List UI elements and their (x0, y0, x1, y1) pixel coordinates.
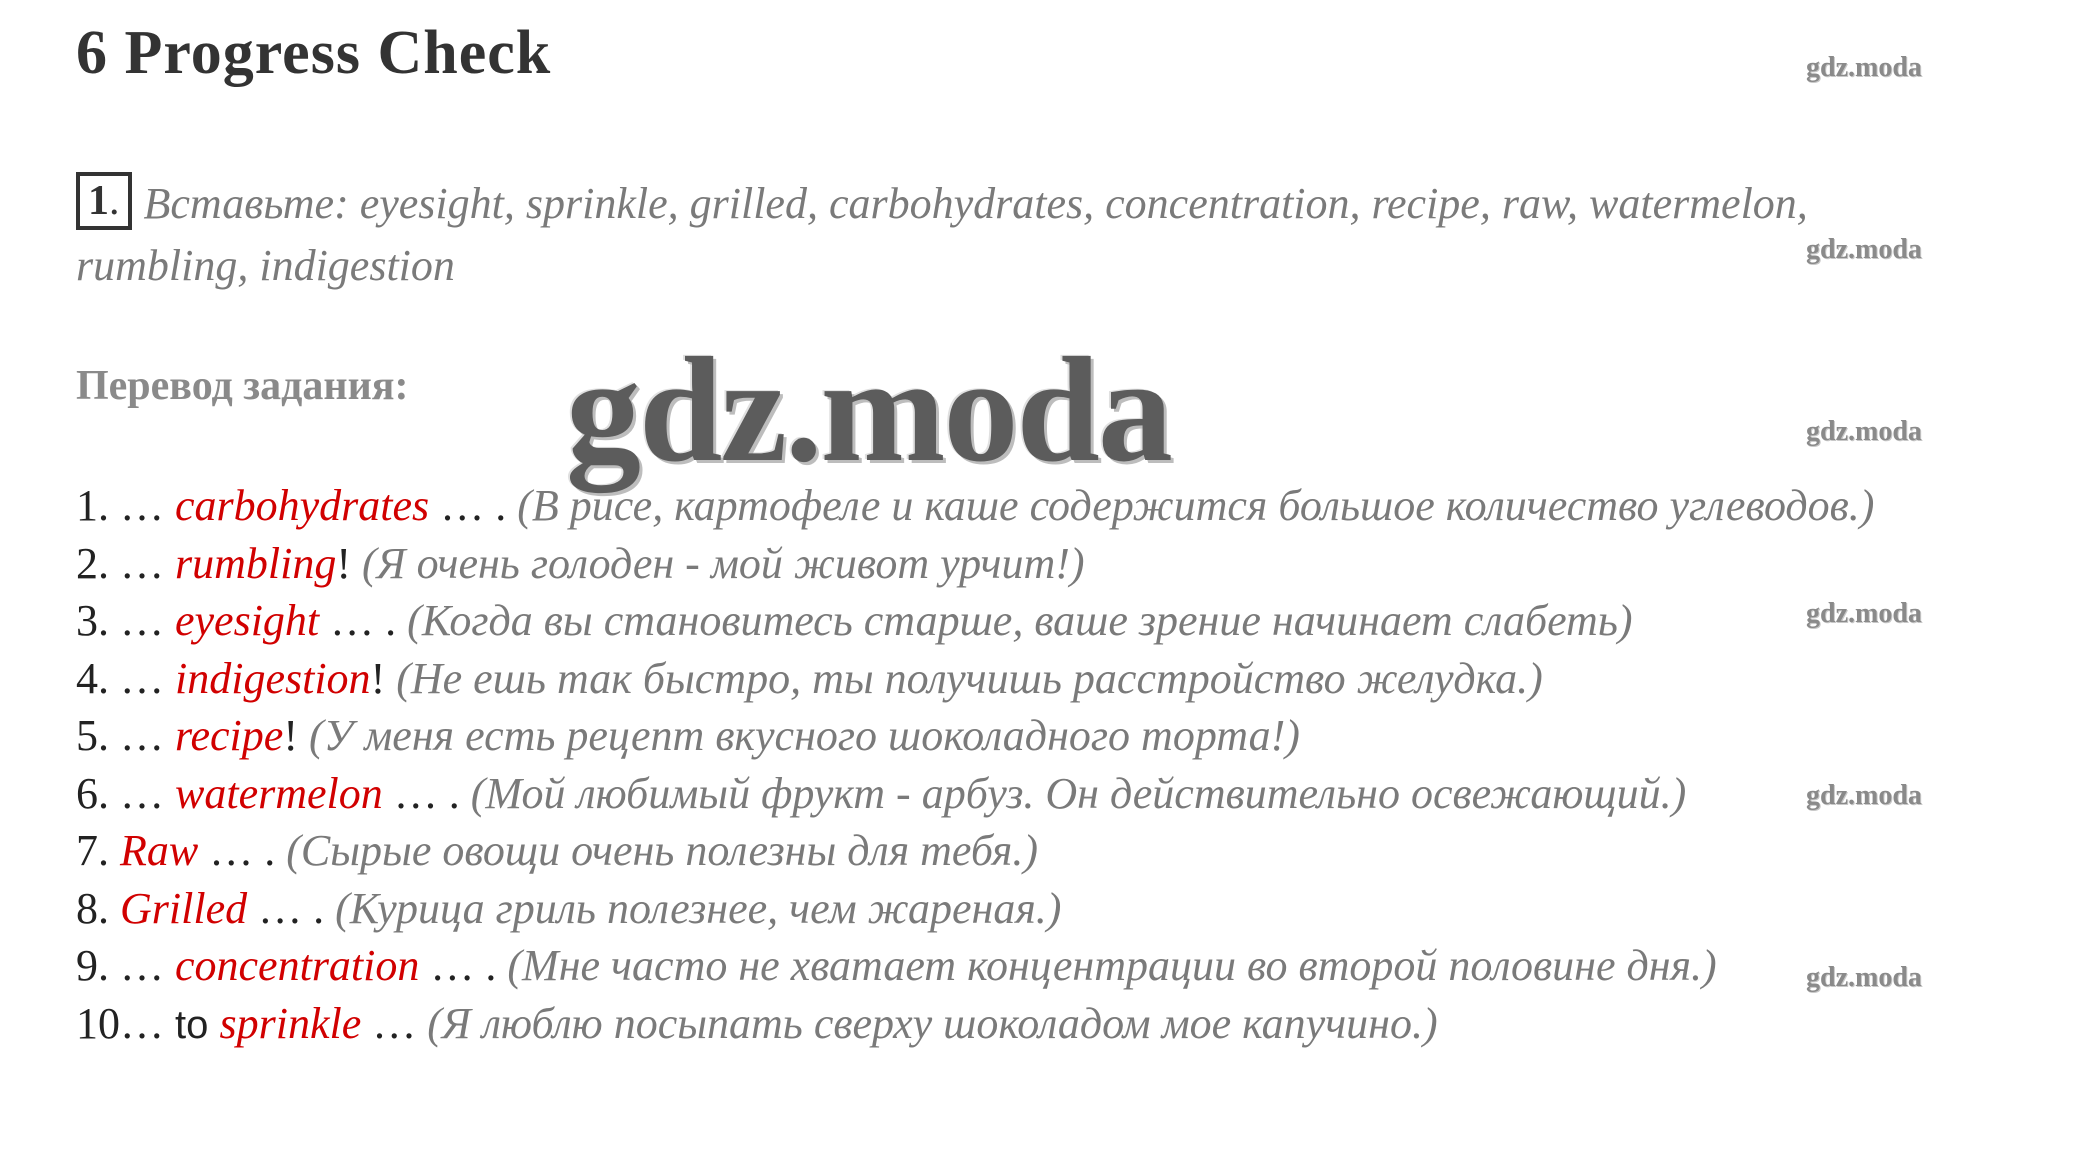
answer-translation: (Мой любимый фрукт - арбуз. Он действительно освежающий.) (470, 768, 1687, 818)
task-number-box (76, 172, 132, 230)
answer-translation: (У меня есть рецепт вкусного шоколадного торта!) (308, 711, 1300, 760)
task-number: 1 (88, 178, 109, 224)
translation-heading: Перевод задания: (76, 363, 409, 409)
watermark: gdz.moda (1806, 962, 1922, 993)
watermark: gdz.moda (1806, 234, 1922, 265)
answer-word: watermelon (175, 768, 383, 818)
answer-line (76, 650, 1956, 708)
answer-prefix: 8. (76, 883, 120, 933)
answer-suffix: … . (247, 883, 336, 933)
answer-prefix: 2. … (76, 538, 175, 588)
answer-line (76, 535, 1956, 593)
page-title: 6 Progress Check (76, 19, 552, 87)
answer-word: Grilled (120, 883, 248, 933)
answer-line (76, 707, 1956, 765)
answer-translation: (Сырые овощи очень полезны для тебя.) (286, 826, 1039, 875)
task-number-suffix: . (109, 178, 120, 224)
answer-suffix: ! (283, 711, 309, 760)
answer-prefix: 5. … (76, 711, 175, 760)
answer-suffix: … . (429, 481, 518, 530)
answer-pre-word: to (175, 1002, 220, 1047)
answer-prefix: 3. … (76, 596, 175, 645)
answer-word: indigestion (175, 653, 371, 703)
watermark: gdz.moda (1806, 416, 1922, 447)
answer-suffix: ! (336, 538, 363, 588)
task-instruction-text: Вставьте: eyesight, sprinkle, grilled, carbohydrates, concentration, recipe, raw, watermelon, rumbling, indigestion (76, 179, 1808, 290)
answer-word: rumbling (175, 538, 337, 588)
answer-translation: (Когда вы становитесь старше, ваше зрение начинает слабеть) (407, 596, 1633, 645)
answer-line (76, 592, 1956, 650)
answer-prefix: 10… (76, 998, 175, 1048)
answer-line (76, 995, 1956, 1055)
answer-line (76, 765, 1956, 823)
answer-translation: (Мне часто не хватает концентрации во второй половине дня.) (507, 941, 1717, 990)
answer-word: carbohydrates (175, 481, 430, 530)
answer-suffix: ! (370, 653, 397, 703)
answer-translation: (Я очень голоден - мой живот урчит!) (362, 538, 1085, 588)
answer-word: eyesight (175, 596, 320, 645)
answer-word: sprinkle (219, 998, 362, 1048)
answer-suffix: … (361, 998, 428, 1048)
watermark: gdz.moda (1806, 780, 1922, 811)
answer-prefix: 9. … (76, 941, 175, 990)
answer-word: recipe (175, 711, 284, 760)
answer-prefix: 1. … (76, 481, 175, 530)
answer-translation: (Не ешь так быстро, ты получишь расстройство желудка.) (396, 653, 1543, 703)
answer-translation: (Курица гриль полезнее, чем жареная.) (335, 883, 1062, 933)
answer-line (76, 822, 1956, 880)
answer-line (76, 937, 1956, 995)
answer-prefix: 4. … (76, 653, 175, 703)
task-instruction-block (76, 172, 1816, 297)
watermark-logo: gdz.moda (566, 327, 1171, 493)
answer-suffix: … . (382, 768, 471, 818)
answer-word: Raw (120, 826, 199, 875)
answer-translation: (Я люблю посыпать сверху шоколадом мое капучино.) (427, 998, 1438, 1048)
answer-suffix: … . (198, 826, 287, 875)
answer-line (76, 880, 1956, 938)
answers-list (76, 477, 1956, 1054)
answer-suffix: … . (419, 941, 508, 990)
answer-prefix: 6. … (76, 768, 175, 818)
answer-prefix: 7. (76, 826, 120, 875)
watermark: gdz.moda (1806, 52, 1922, 83)
answer-translation: (В рисе, картофеле и каше содержится большое количество углеводов.) (517, 481, 1875, 530)
answer-suffix: … . (319, 596, 408, 645)
watermark: gdz.moda (1806, 598, 1922, 629)
answer-word: concentration (175, 941, 420, 990)
